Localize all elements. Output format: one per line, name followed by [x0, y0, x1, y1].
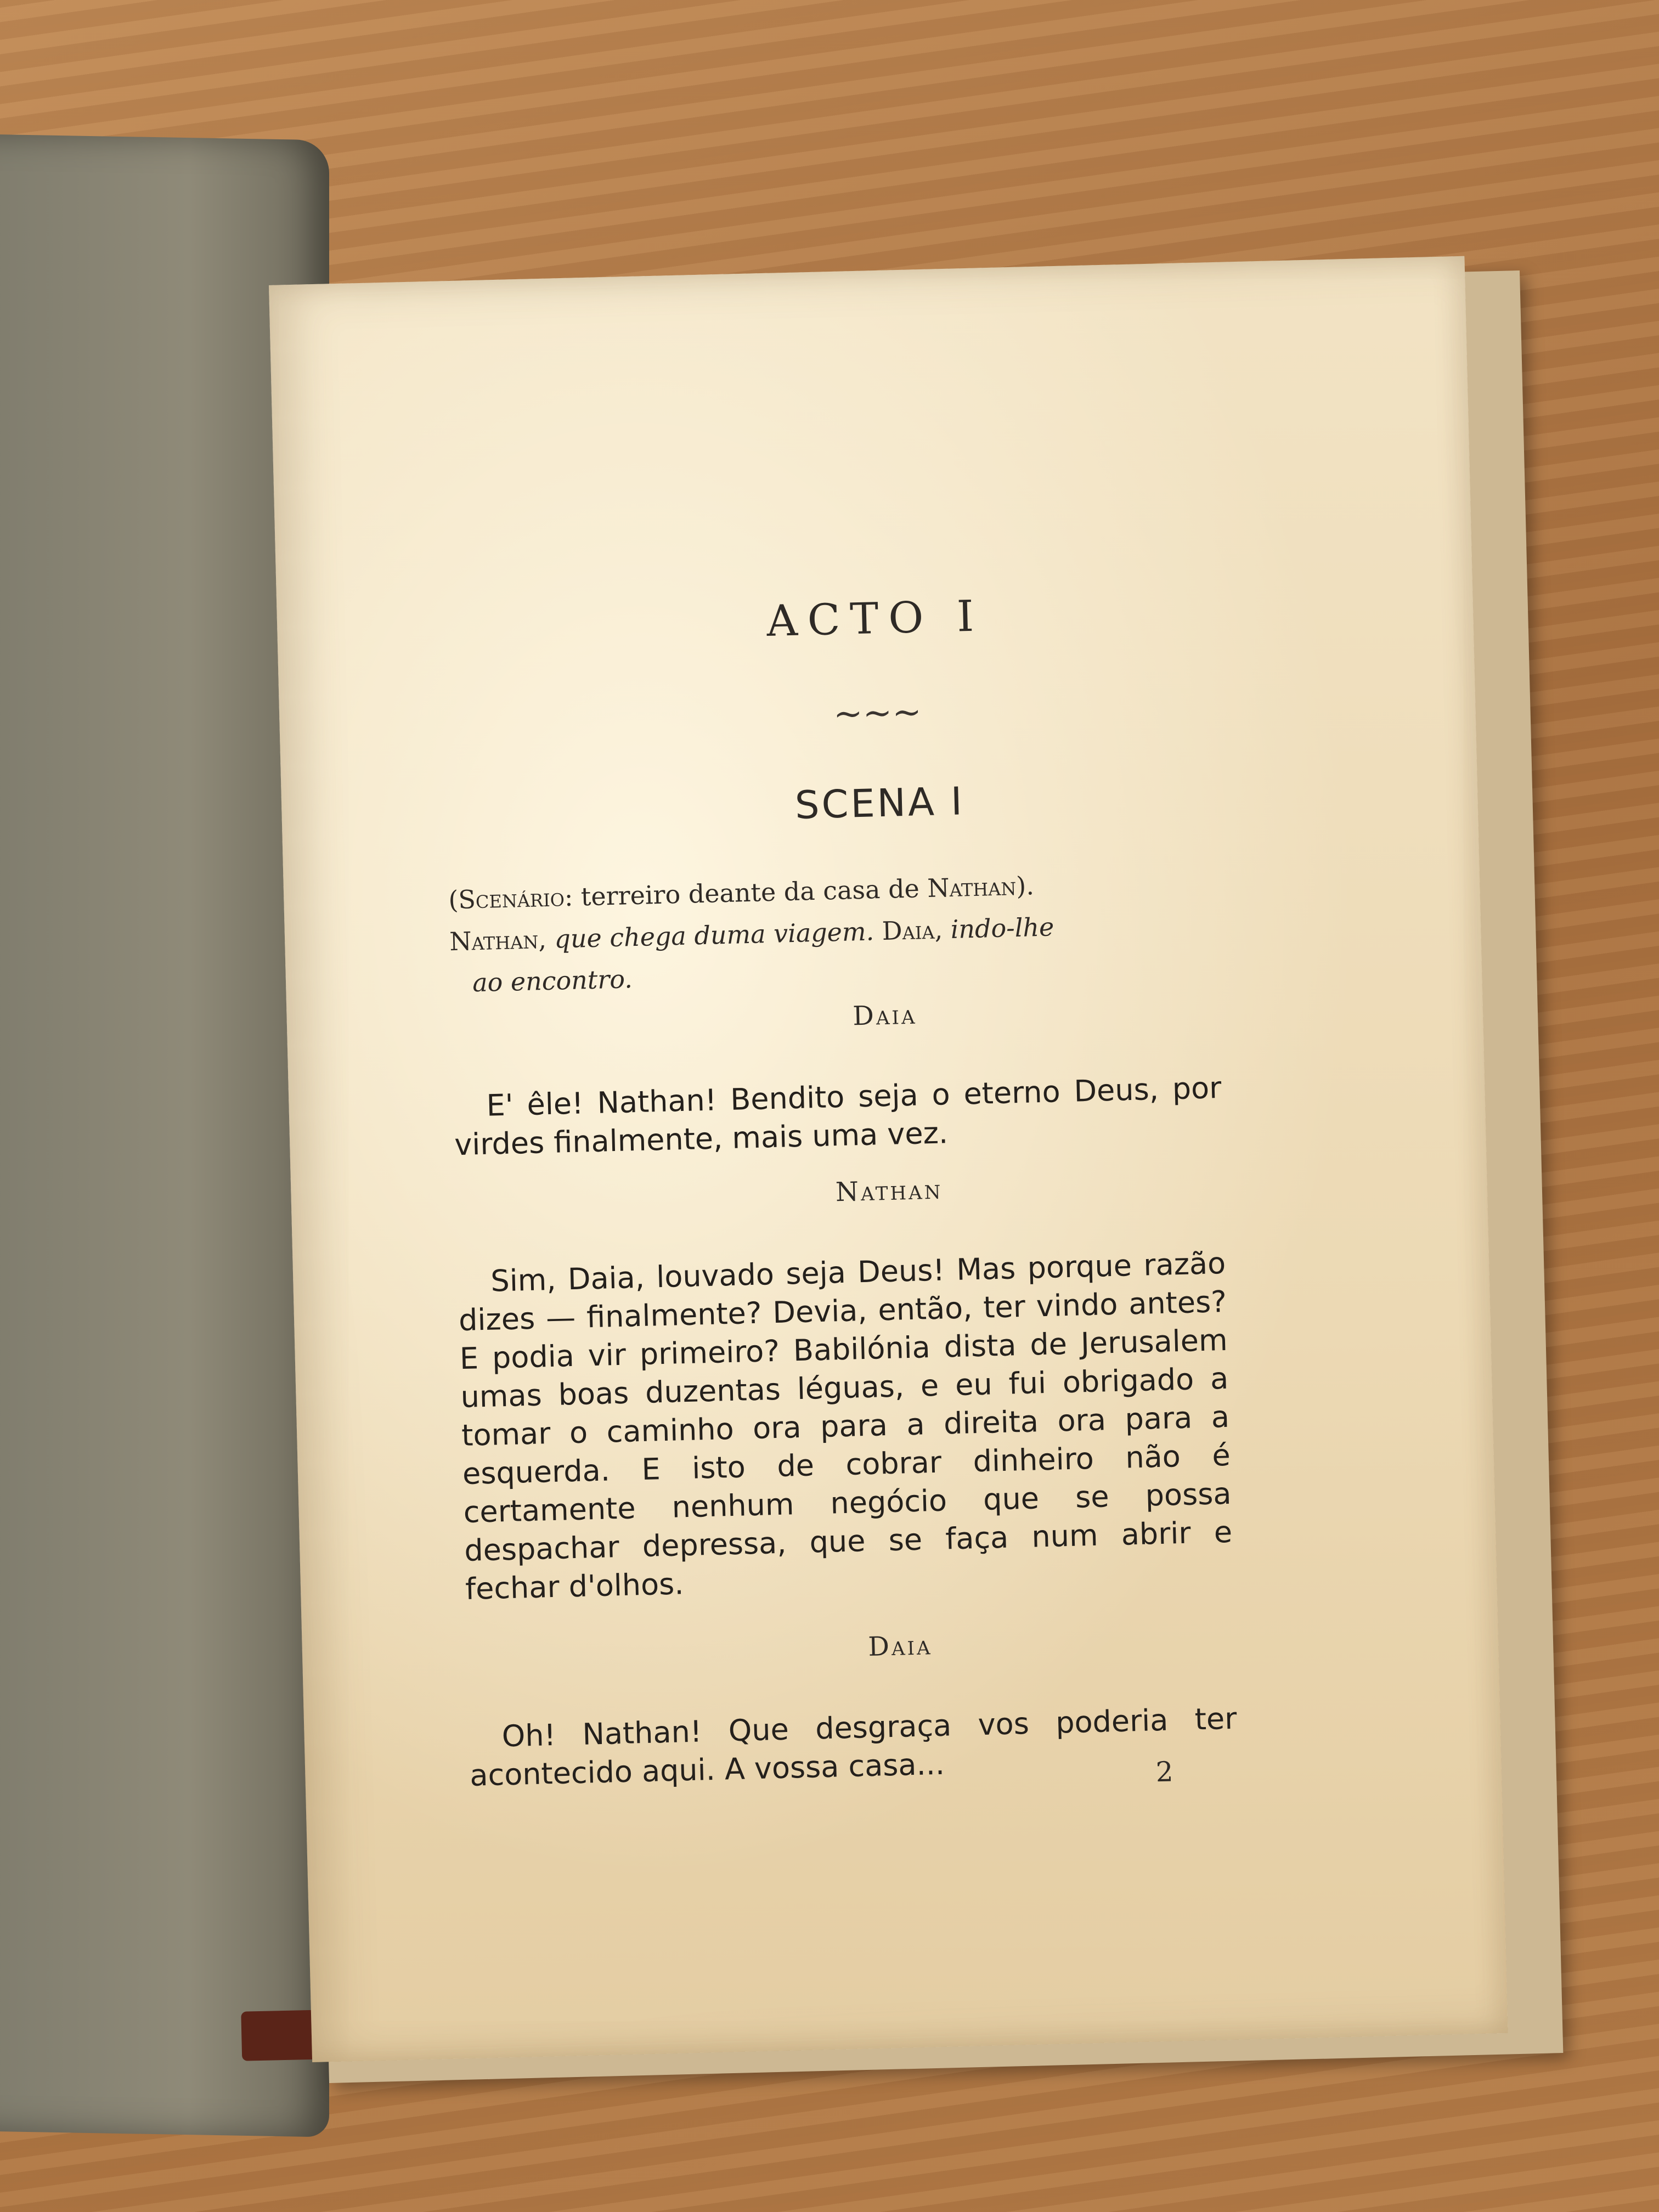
ornament-divider: ~~~ — [833, 692, 922, 735]
speech-daia-1 — [453, 1069, 1223, 1164]
stage-name-daia: Daia — [882, 915, 935, 946]
stage-action-nathan: que chega duma viagem. — [554, 916, 874, 954]
speech-nathan-1 — [458, 1244, 1234, 1609]
scene-title: SCENA I — [794, 778, 965, 828]
stage-close: ). — [1015, 871, 1035, 901]
stage-setting: : terreiro deante da casa de — [564, 873, 928, 912]
speaker-daia-2: Daia — [867, 1630, 933, 1663]
speaker-daia: Daia — [852, 999, 918, 1032]
speech-text: Sim, Daia, louvado seja Deus! Mas porque razão dizes — finalmente? Devia, então, ter vindo antes? E podia vir primeiro? Babilónia dista de Jerusalem umas boas duzentas léguas, e eu fui obrigado a tomar o caminho ora para a direita ora para a esquerda. E isto de cobrar dinheiro não é certamente nenhum negócio que se possa despachar depressa, que se faça num abrir e fechar d'olhos. — [458, 1245, 1233, 1606]
speech-daia-2 — [469, 1700, 1238, 1795]
stage-scenario-label: (Scenário — [448, 882, 565, 915]
act-title: ACTO I — [766, 591, 985, 646]
speaker-nathan: Nathan — [835, 1174, 943, 1208]
stage-name-nathan: Nathan — [927, 871, 1017, 903]
book-page — [269, 256, 1508, 2062]
stage-direction: (Scenário: terreiro deante da casa de Nathan). Nathan, que chega duma viagem. Daia, indo-lhe ao encontro. — [448, 862, 1164, 1005]
stage-name-nathan-2: Nathan — [449, 924, 539, 957]
stage-action-daia-end: ao encontro. — [472, 964, 633, 998]
speech-text: E' êle! Nathan! Bendito seja o eterno Deus, por virdes finalmente, mais uma vez. — [454, 1070, 1222, 1163]
page-number: 2 — [1155, 1756, 1174, 1788]
speech-text: Oh! Nathan! Que desgraça vos poderia ter acontecido aqui. A vossa casa... — [469, 1701, 1238, 1793]
stage-action-daia: indo-lhe — [950, 912, 1054, 944]
